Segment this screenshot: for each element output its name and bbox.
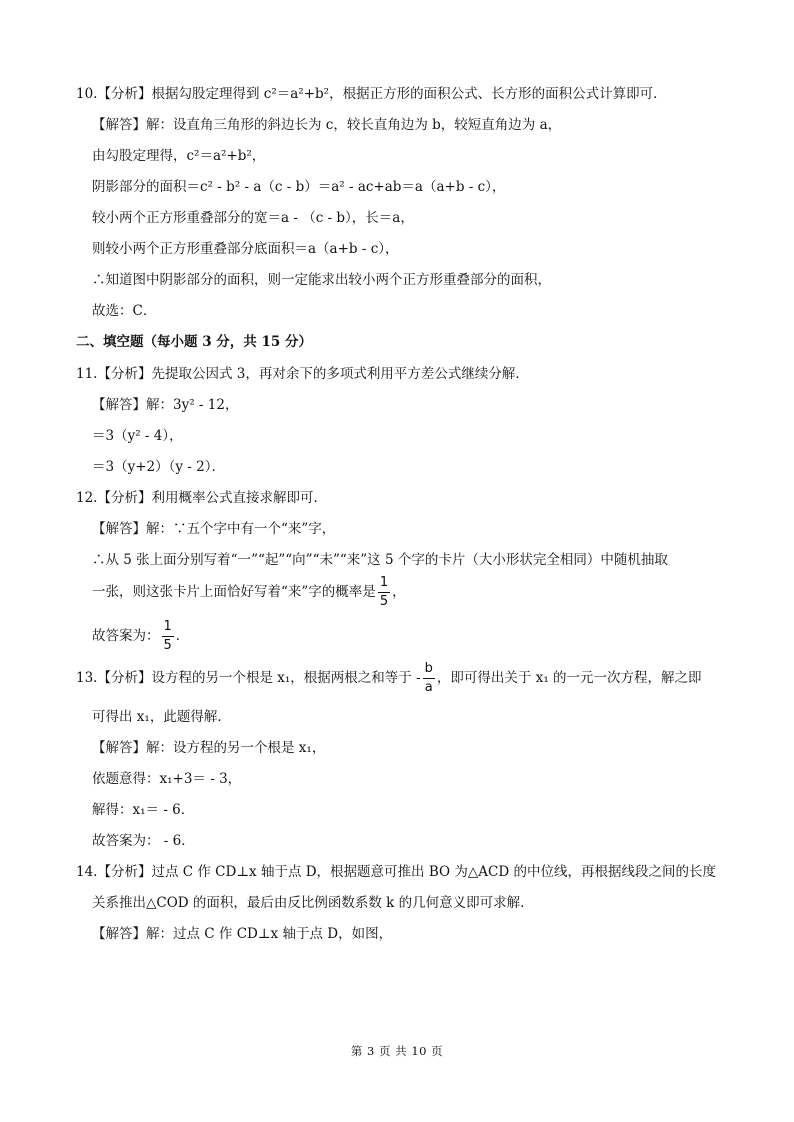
fraction-bar	[378, 592, 390, 593]
problem-14-analysis	[76, 862, 716, 882]
fraction	[162, 619, 174, 654]
page-footer: 第 3 页 共 10 页	[350, 1044, 444, 1058]
punctuation: ，	[392, 584, 406, 600]
fraction-bar	[162, 636, 174, 637]
problem-10-solution-line: 则较小两个正方形重叠部分底面积＝a（a+b ‐ c），	[92, 241, 399, 257]
problem-13-solution-line: 解得：x₁＝ ‐ 6．	[92, 802, 195, 818]
fraction-denominator: 5	[379, 594, 389, 609]
problem-10-solution-line: 由勾股定理得，c²＝a²+b²，	[92, 148, 266, 164]
problem-number: 10.	[76, 86, 98, 102]
problem-number: 14.	[76, 864, 98, 880]
fraction	[423, 661, 435, 696]
problem-10-analysis	[76, 84, 667, 104]
problem-10-solution-line: 较小两个正方形重叠部分的宽＝a ‐ （c ‐ b），长＝a，	[92, 210, 414, 226]
problem-14-solution-line: 【解答】解：过点 C 作 CD⊥x 轴于点 D，如图，	[92, 926, 393, 942]
fraction-numerator: b	[424, 661, 433, 676]
fraction-denominator: a	[424, 680, 433, 695]
analysis-text: 【分析】先提取公因式 3，再对余下的多项式利用平方差公式继续分解．	[97, 366, 529, 382]
problem-13-solution-line: 故答案为： ‐ 6．	[92, 833, 195, 849]
problem-10-solution-line: 【解答】解：设直角三角形的斜边长为 c，较长直角边为 b，较短直角边为 a，	[92, 117, 562, 133]
problem-10-solution-line: 阴影部分的面积＝c² ‐ b² ‐ a（c ‐ b）＝a² ‐ ac+ab＝a（a+b ‐ c），	[92, 179, 506, 195]
analysis-text: 【分析】根据勾股定理得到 c²＝a²+b²，根据正方形的面积公式、长方形的面积公式计算即可．	[97, 86, 667, 102]
analysis-text: 【分析】设方程的另一个根是 x₁，根据两根之和等于 ‐	[97, 670, 421, 686]
problem-13-analysis-cont: 可得出 x₁，此题得解．	[92, 709, 231, 725]
problem-13-solution-line: 【解答】解：设方程的另一个根是 x₁，	[92, 740, 326, 756]
fraction-numerator: 1	[163, 619, 172, 634]
fraction-numerator: 1	[379, 575, 389, 590]
fraction	[378, 575, 390, 610]
fraction-bar	[423, 678, 435, 679]
problem-10-solution-line: 故选：C．	[92, 303, 157, 319]
punctuation: ．	[175, 628, 190, 644]
problem-12-solution-line: 【解答】解：∵五个字中有一个“来”字，	[92, 521, 336, 537]
problem-11-analysis	[76, 364, 529, 384]
problem-10-solution-line: ∴知道图中阴影部分的面积，则一定能求出较小两个正方形重叠部分的面积，	[92, 272, 551, 288]
problem-number: 11.	[76, 366, 98, 382]
analysis-text: 【分析】过点 C 作 CD⊥x 轴于点 D，根据题意可推出 BO 为△ACD 的中位线，再根据线段之间的长度	[97, 864, 716, 880]
fraction-denominator: 5	[163, 638, 172, 653]
problem-12-solution-line	[92, 570, 406, 614]
problem-12-solution-line: ∴从 5 张上面分别写着“一”“起”“向”“未”“来”这 5 个字的卡片（大小形状完全相同）中随机抽取	[92, 552, 668, 568]
problem-11-solution-line: ＝3（y² ‐ 4），	[92, 428, 183, 444]
problem-11-solution-line: ＝3（y+2）（y ‐ 2）．	[92, 459, 225, 475]
problem-number: 13.	[76, 670, 98, 686]
problem-12-analysis	[76, 488, 327, 508]
answer-label: 故答案为：	[92, 628, 160, 644]
problem-14-analysis-cont: 关系推出△COD 的面积，最后由反比例函数系数 k 的几何意义即可求解．	[92, 895, 534, 911]
solution-text: 一张，则这张卡片上面恰好写着“来”字的概率是	[92, 584, 376, 600]
problem-13-solution-line: 依题意得：x₁+3＝ ‐ 3，	[92, 771, 242, 787]
section-heading: 二、填空题（每小题 3 分，共 15 分）	[76, 334, 312, 350]
problem-number: 12.	[76, 490, 98, 506]
analysis-text: ，即可得出关于 x₁ 的一元一次方程，解之即	[436, 670, 702, 686]
problem-12-answer-line	[92, 614, 189, 658]
analysis-text: 【分析】利用概率公式直接求解即可．	[97, 490, 327, 506]
problem-11-solution-line: 【解答】解：3y² ‐ 12，	[92, 397, 239, 413]
problem-13-analysis	[76, 656, 702, 700]
